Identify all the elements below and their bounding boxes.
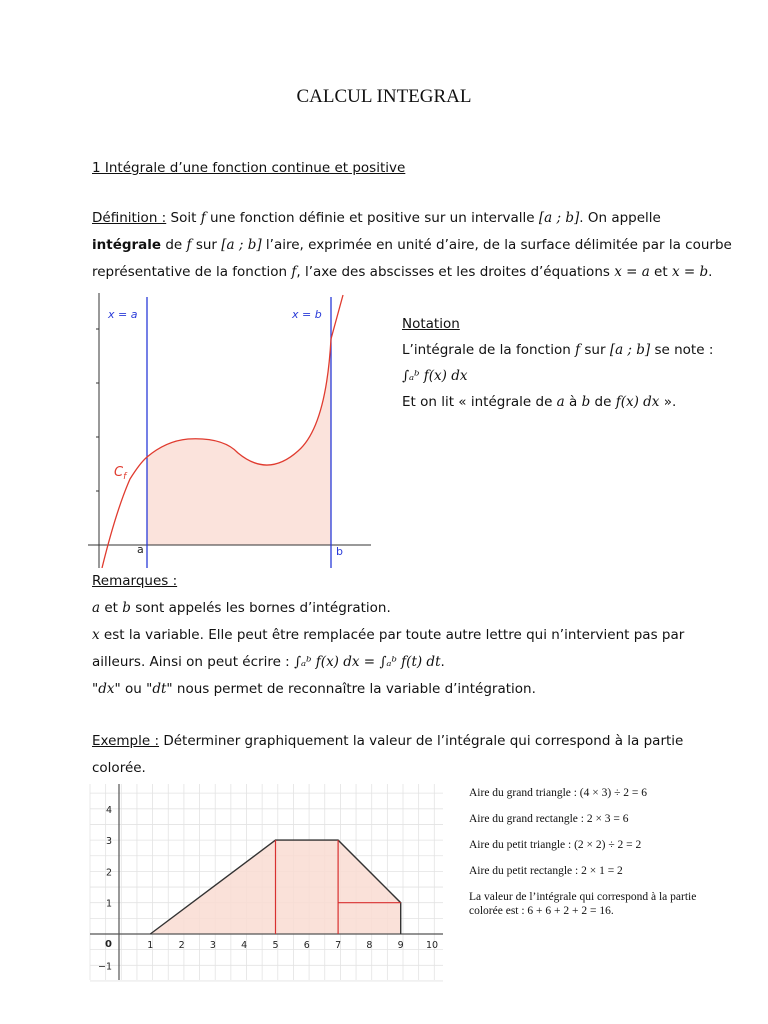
example-label: Exemple : <box>92 733 160 749</box>
definition-paragraph <box>92 205 732 286</box>
math-f: f <box>291 264 297 280</box>
label-cf-sub: f <box>123 472 127 482</box>
math-eq-a: x = a <box>614 264 650 280</box>
y-tick-label: 4 <box>105 804 112 816</box>
math-integral: ∫ₐᵇ f(x) dx <box>402 368 468 384</box>
area-big-triangle: Aire du grand triangle : (4 × 3) ÷ 2 = 6 <box>469 787 648 799</box>
text: " nous permet de reconnaître la variable d’intégration. <box>166 681 536 697</box>
math-a: a <box>92 600 101 616</box>
y-tick-labels <box>98 805 112 973</box>
text: de <box>161 237 187 253</box>
x-tick-label: 9 <box>397 940 404 951</box>
text: " <box>92 681 99 697</box>
y-tick-label: 0 <box>105 939 112 950</box>
text: l’aire, exprimée en unité d’aire, de la surface délimitée par la courbe <box>261 237 732 253</box>
area-calculations <box>469 786 729 930</box>
math-eq-b: x = b <box>671 264 709 280</box>
math-interval: [a ; b] <box>538 210 580 226</box>
x-tick-label: 3 <box>209 940 216 951</box>
text: de <box>590 394 616 410</box>
text: et <box>100 600 123 616</box>
text: représentative de la fonction <box>92 264 292 280</box>
text: . <box>708 264 713 280</box>
math-dt: dt <box>152 681 167 697</box>
x-tick-label: 7 <box>335 940 342 951</box>
label-x-equals-b: x = b <box>292 308 322 321</box>
text: une fonction définie et positive sur un intervalle <box>205 210 539 226</box>
section-title: 1 Intégrale d’une fonction continue et positive <box>92 160 406 176</box>
label-cf <box>114 465 128 482</box>
text: sont appelés les bornes d’intégration. <box>130 600 391 616</box>
area-conclusion: La valeur de l’intégrale qui correspond à la partie colorée est : 6 + 6 + 2 + 2 = 16. <box>469 891 697 917</box>
example-paragraph <box>92 728 712 782</box>
definition-label: Définition : <box>92 210 167 226</box>
y-tick-label: −1 <box>97 961 112 973</box>
x-tick-label: 5 <box>272 940 279 951</box>
y-tick-label: 3 <box>105 836 112 848</box>
integral-area-graph <box>88 293 378 568</box>
x-tick-label: 2 <box>178 940 185 951</box>
y-tick-label: 1 <box>105 898 112 910</box>
area-small-triangle: Aire du petit triangle : (2 × 2) ÷ 2 = 2 <box>469 839 642 851</box>
text: colorée. <box>92 760 146 776</box>
math-f: f <box>186 237 192 253</box>
label-cf-main: C <box>114 465 124 480</box>
text: " ou " <box>114 681 153 697</box>
example-grid-graph <box>88 782 448 982</box>
definition-term: intégrale <box>92 237 162 253</box>
page-title: CALCUL INTEGRAL <box>296 86 472 107</box>
text: , l’axe des abscisses et les droites d’équations <box>296 264 615 280</box>
x-tick-label: 6 <box>303 940 310 951</box>
math-f: f <box>200 210 206 226</box>
remarks-heading: Remarques : <box>92 573 178 589</box>
notation-heading: Notation <box>402 316 460 332</box>
label-a: a <box>137 543 144 556</box>
y-tick-label: 2 <box>105 867 112 879</box>
text: se note : <box>650 342 714 358</box>
text: Soit <box>166 210 201 226</box>
text: est la variable. Elle peut être remplacée par toute autre lettre qui n’intervient pas par <box>99 627 685 643</box>
text: . On appelle <box>579 210 661 226</box>
x-tick-label: 8 <box>366 940 373 951</box>
area-small-rectangle: Aire du petit rectangle : 2 × 1 = 2 <box>469 865 623 877</box>
text: ». <box>659 394 677 410</box>
text: à <box>564 394 582 410</box>
text: sur <box>191 237 222 253</box>
math-b: b <box>122 600 131 616</box>
remarks-paragraph <box>92 568 712 703</box>
text: Déterminer graphiquement la valeur de l’intégrale qui correspond à la partie <box>159 733 684 749</box>
x-tick-label: 10 <box>425 940 439 951</box>
math-a: a <box>556 394 565 410</box>
text: . <box>440 654 445 670</box>
math-fx: f(x) dx <box>615 394 660 410</box>
text: sur <box>580 342 610 358</box>
math-f: f <box>575 342 581 358</box>
math-interval: [a ; b] <box>609 342 651 358</box>
text: ailleurs. Ainsi on peut écrire : <box>92 654 295 670</box>
x-tick-label: 1 <box>147 940 154 951</box>
math-interval: [a ; b] <box>221 237 262 253</box>
area-big-rectangle: Aire du grand rectangle : 2 × 3 = 6 <box>469 813 629 825</box>
text: et <box>649 264 672 280</box>
math-b: b <box>581 394 591 410</box>
label-x-equals-a: x = a <box>108 308 138 321</box>
math-dx: dx <box>98 681 115 697</box>
text: Et on lit « intégrale de <box>402 394 557 410</box>
x-tick-label: 4 <box>241 940 248 951</box>
math-x: x <box>92 627 100 643</box>
notation-block <box>402 311 722 415</box>
label-b: b <box>336 545 343 558</box>
math-integral-equality: ∫ₐᵇ f(x) dx = ∫ₐᵇ f(t) dt <box>294 654 441 670</box>
text: L’intégrale de la fonction <box>402 342 576 358</box>
